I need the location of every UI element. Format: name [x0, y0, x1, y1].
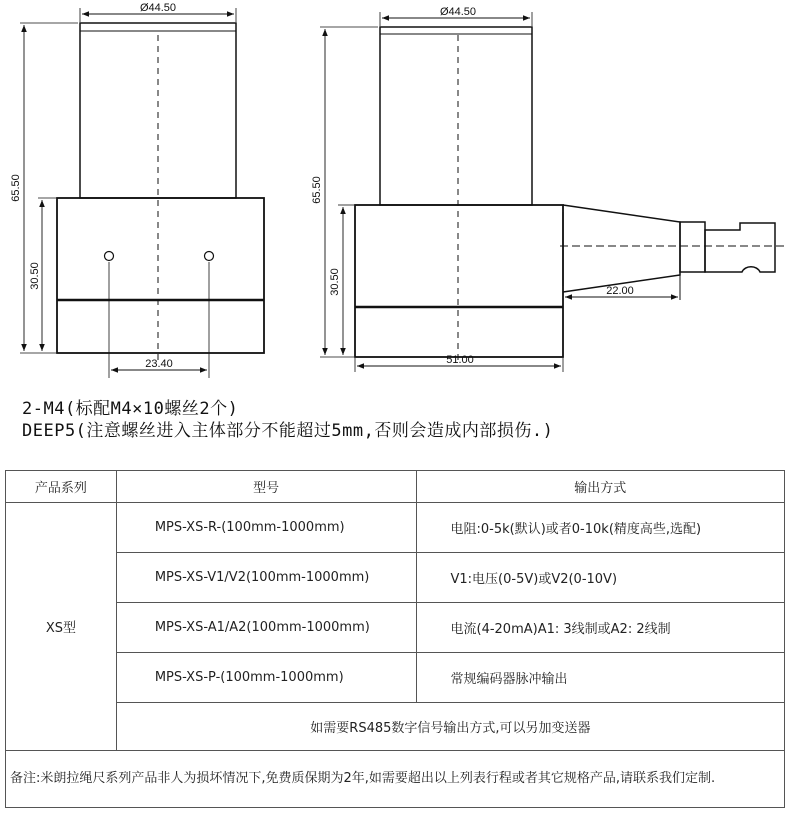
right-total-height: 65.50 [311, 176, 323, 204]
model-cell: MPS-XS-R-(100mm-1000mm) [116, 503, 416, 553]
table-row [6, 603, 785, 653]
technical-drawing [0, 0, 790, 380]
model-cell: MPS-XS-V1/V2(100mm-1000mm) [116, 553, 416, 603]
note-depth-warning: DEEP5(注意螺丝进入主体部分不能超过5mm,否则会造成内部损伤.) [22, 421, 554, 441]
model-cell: MPS-XS-A1/A2(100mm-1000mm) [116, 603, 416, 653]
header-model: 型号 [116, 471, 416, 503]
right-nozzle-length: 22.00 [606, 285, 634, 297]
output-cell: V1:电压(0-5V)或V2(0-10V) [416, 553, 785, 603]
right-view [320, 12, 788, 372]
note-screw-spec: 2-M4(标配M4×10螺丝2个) [22, 399, 239, 419]
mounting-notes [22, 398, 553, 442]
header-series: 产品系列 [6, 471, 117, 503]
table-remark-row [6, 751, 785, 808]
output-cell: 电阻:0-5k(默认)或者0-10k(精度高些,选配) [416, 503, 785, 553]
table-row [6, 553, 785, 603]
table-row [6, 703, 785, 751]
left-base-height: 30.50 [29, 262, 41, 290]
spec-table [5, 470, 785, 808]
output-cell: 常规编码器脉冲输出 [416, 653, 785, 703]
left-view [20, 8, 264, 378]
right-base-width: 51.00 [446, 354, 474, 366]
header-output: 输出方式 [416, 471, 785, 503]
rs485-note-cell: 如需要RS485数字信号输出方式,可以另加变送器 [116, 703, 784, 751]
left-hole-spacing: 23.40 [145, 358, 173, 370]
left-top-diameter: Ø44.50 [139, 2, 177, 14]
table-row [6, 653, 785, 703]
left-total-height: 65.50 [10, 174, 22, 202]
model-cell: MPS-XS-P-(100mm-1000mm) [116, 653, 416, 703]
series-cell: XS型 [6, 503, 117, 751]
mount-hole-left [105, 252, 114, 261]
right-top-diameter: Ø44.50 [439, 6, 477, 18]
mount-hole-right [205, 252, 214, 261]
table-header-row [6, 471, 785, 503]
output-cell: 电流(4-20mA)A1: 3线制或A2: 2线制 [416, 603, 785, 653]
right-base-height: 30.50 [329, 268, 341, 296]
remark-cell: 备注:米朗拉绳尺系列产品非人为损坏情况下,免费质保期为2年,如需要超出以上列表行程或者其它规格产品,请联系我们定制. [6, 751, 785, 808]
table-row [6, 503, 785, 553]
